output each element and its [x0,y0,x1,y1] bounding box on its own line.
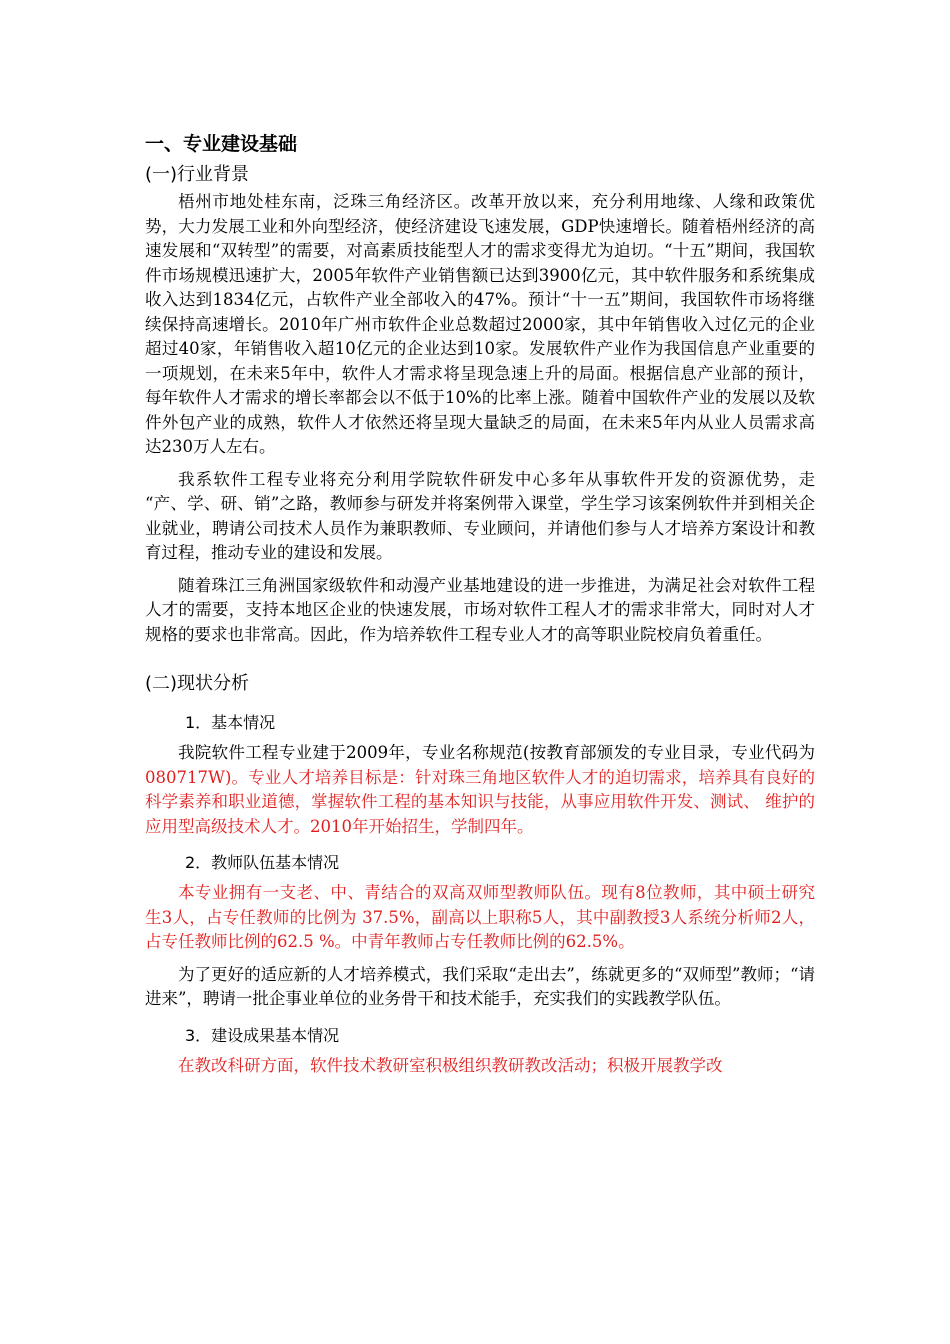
subsection-heading-industry-background: (一)行业背景 [145,164,250,185]
basic-situation-text: 我院软件工程专业建于2009年，专业名称规范(按教育部颁发的专业目录，专业代码为 [178,743,815,762]
paragraph-teacher-team-highlight: 本专业拥有一支老、中、青结合的双高双师型教师队伍。现有8位教师，其中硕士研究生3人，占专任教师的比例为 37.5%，副高以上职称5人，其中副教授3人系统分析师2人，占专任教师比例的62.5 %。中青年教师占专任教师比例的62.5%。 [145,883,815,951]
paragraph-industry-3: 随着珠江三角洲国家级软件和动漫产业基地建设的进一步推进，为满足社会对软件工程人才的需要，支持本地区企业的快速发展，市场对软件工程人才的需求非常大，同时对人才规格的要求也非常高。因此，作为培养软件工程专业人才的高等职业院校肩负着重任。 [145,575,815,644]
paragraph-teacher-team: 为了更好的适应新的人才培养模式，我们采取“走出去”，练就更多的“双师型”教师；“请进来”，聘请一批企事业单位的业务骨干和技术能手，充实我们的实践教学队伍。 [145,964,815,1008]
document-page [145,128,815,1086]
subsection-heading-status-analysis: (二)现状分析 [145,673,250,694]
paragraph-basic-situation [145,741,815,839]
sub-heading-achievements: 3．建设成果基本情况 [185,1025,340,1045]
basic-situation-highlight: 080717W)。专业人才培养目标是：针对珠三角地区软件人才的迫切需求，培养具有良好的科学素养和职业道德，掌握软件工程的基本知识与技能，从事应用软件开发、测试、 维护的应用型高级技术人才。2010年开始招生，学制四年。 [145,767,815,836]
section-heading-1: 一、专业建设基础 [145,133,298,155]
paragraph-industry-2: 我系软件工程专业将充分利用学院软件研发中心多年从事软件开发的资源优势，走 “产、学、研、销”之路，教师参与研发并将案例带入课堂，学生学习该案例软件并到相关企业就业，聘请公司技术人员作为兼职教师、专业顾问，并请他们参与人才培养方案设计和教育过程，推动专业的建设和发展。 [145,469,815,562]
sub-heading-teacher-team: 2．教师队伍基本情况 [185,853,340,872]
paragraph-achievements-highlight: 在教改科研方面，软件技术教研室积极组织教研教改活动；积极开展教学改 [178,1055,723,1075]
paragraph-industry-1: 梧州市地处桂东南，泛珠三角经济区。改革开放以来，充分利用地缘、人缘和政策优势，大力发展工业和外向型经济，使经济建设飞速发展，GDP快速增长。随着梧州经济的高速发展和“双转型”的需要，对高素质技能型人才的需求变得尤为迫切。“十五”期间，我国软件市场规模迅速扩大，2005年软件产业销售额已达到3900亿元，其中软件服务和系统集成收入达到1834亿元，占软件产业全部收入的47%。预计“十一五”期间，我国软件市场将继续保持高速增长。2010年广州市软件企业总数超过2000家，其中年销售收入过亿元的企业超过40家，年销售收入超10亿元的企业达到10家。发展软件产业作为我国信息产业重要的一项规划，在未来5年中，软件人才需求将呈现急速上升的局面。根据信息产业部的预计，每年软件人才需求的增长率都会以不低于10%的比率上涨。随着中国软件产业的发展以及软件外包产业的成熟，软件人才依然还将呈现大量缺乏的局面，在未来5年内从业人员需求高达230万人左右。 [145,192,815,456]
sub-heading-basic-situation: 1．基本情况 [185,713,276,732]
